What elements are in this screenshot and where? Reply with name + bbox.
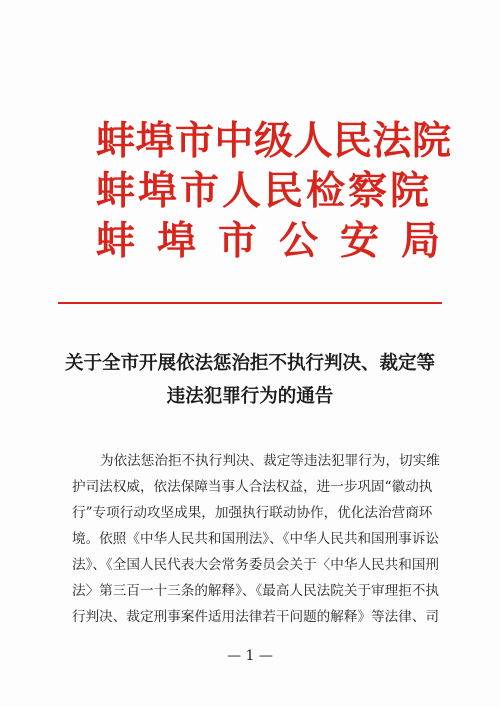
issuer-procuratorate: 蚌埠市人民检察院 [96,168,433,214]
body-line: 法》、《全国人民代表大会常务委员会关于〈中华人民共和国刑 [72,557,440,573]
body-line: 行”专项行动攻坚成果，加强执行联动协作，优化法治营商环 [72,505,433,521]
notice-title-line-2: 违法犯罪行为的通告 [166,386,334,407]
body-line: 境。依照《中华人民共和国刑法》、《中华人民共和国刑事诉讼 [72,531,440,547]
page-number: — 1 — [227,648,273,664]
body-line: 护司法权威，依法保障当事人合法权益，进一步巩固“徽动执 [72,479,433,495]
red-divider [58,302,442,304]
issuer-court: 蚌埠市中级人民法院 [96,118,452,164]
body-line: 行判决、裁定刑事案件适用法律若干问题的解释》等法律、司 [72,609,440,625]
body-line: 为依法惩治拒不执行判决、裁定等违法犯罪行为，切实维 [100,453,440,469]
issuer-public-security: 蚌埠市公安局 [96,218,463,264]
body-line: 法〉第三百一十三条的解释》、《最高人民法院关于审理拒不执 [72,583,440,599]
notice-title-line-1: 关于全市开展依法惩治拒不执行判决、裁定等 [64,353,435,374]
